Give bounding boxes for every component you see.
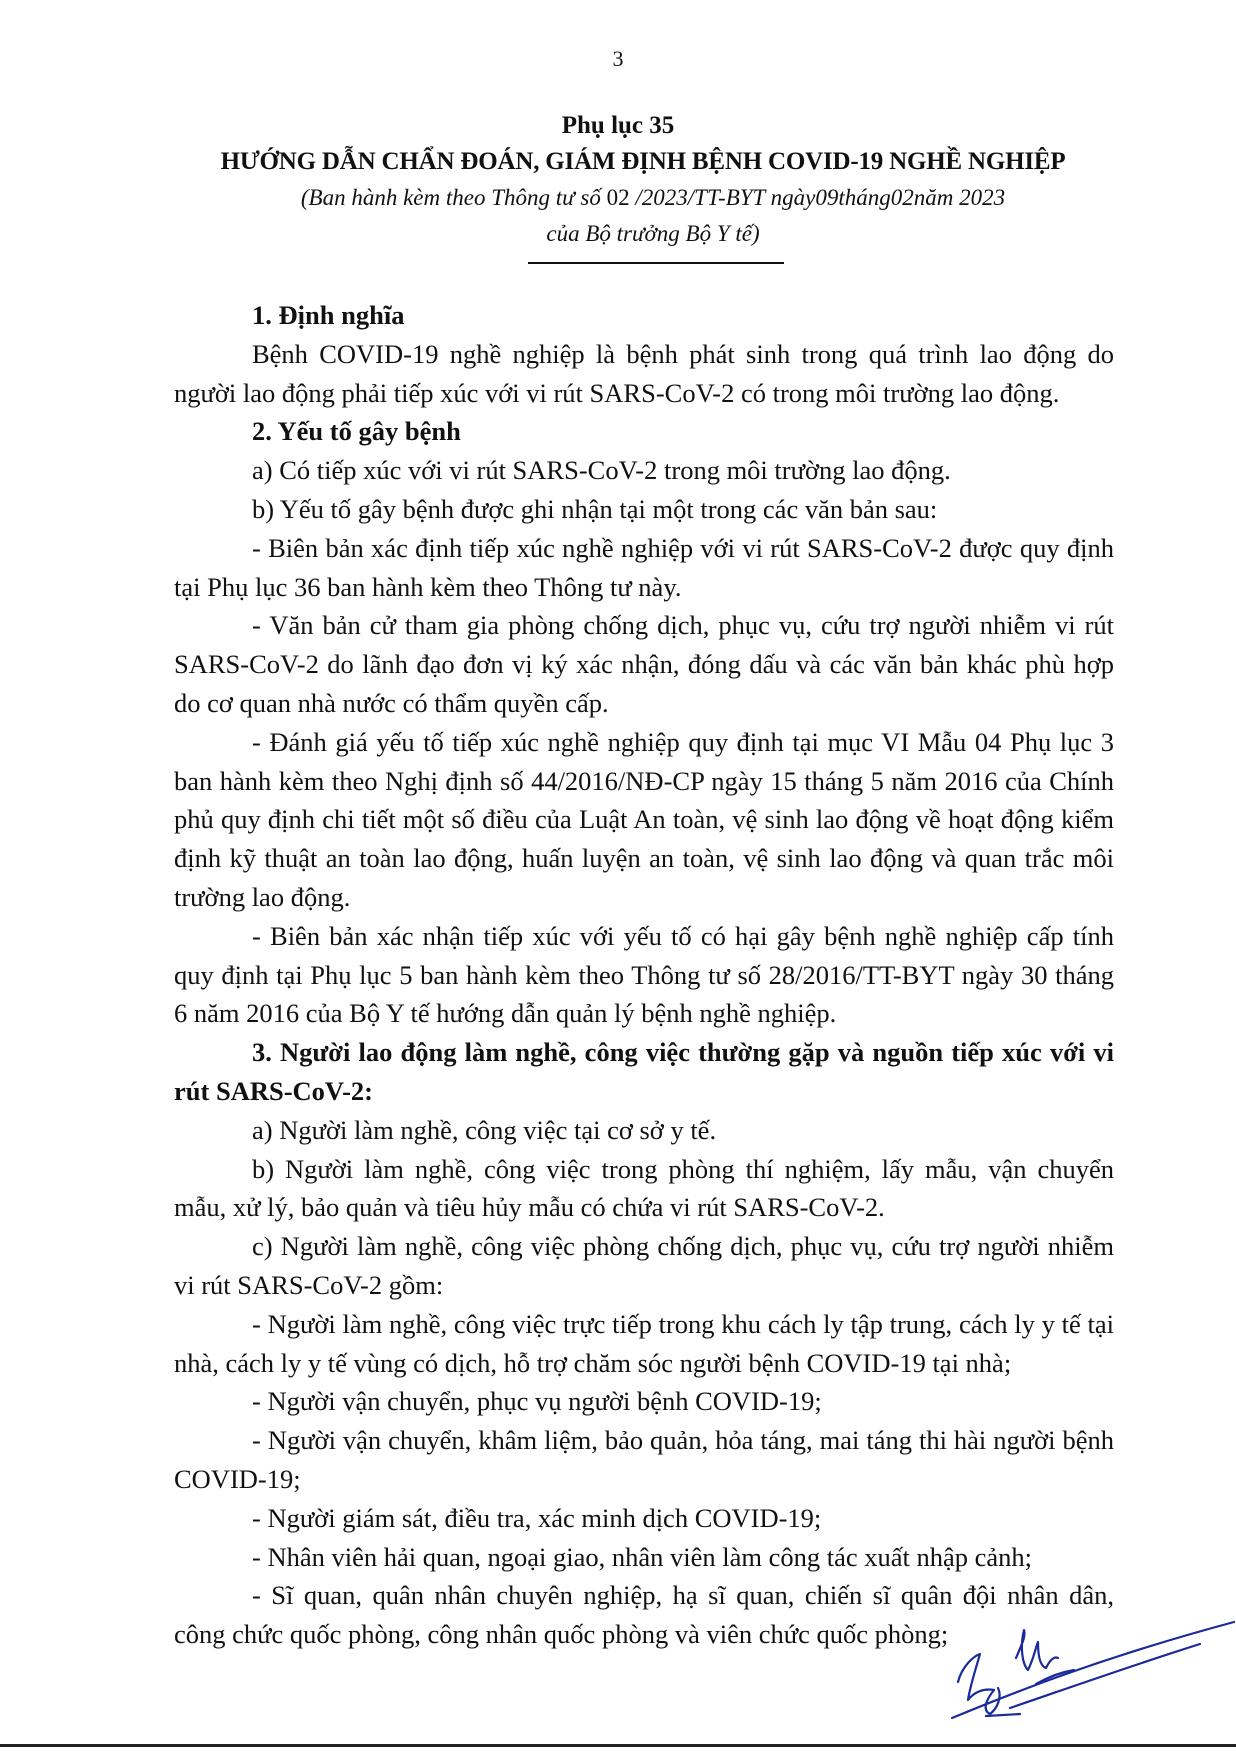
body-paragraph: - Người giám sát, điều tra, xác minh dịch COVID-19; — [252, 1502, 822, 1533]
body-paragraph: - Người vận chuyển, khâm liệm, bảo quản, hỏa táng, mai táng thi hài người bệnh COVID-19; — [174, 1425, 1114, 1494]
body-paragraph: Bệnh COVID-19 nghề nghiệp là bệnh phát sinh trong quá trình lao động do người lao động phải tiếp xúc với vi rút SARS-CoV-2 có trong môi trường lao động. — [174, 338, 1114, 408]
body-paragraph: - Người vận chuyển, phục vụ người bệnh COVID-19; — [252, 1386, 822, 1417]
section-heading: 3. Người lao động làm nghề, công việc thường gặp và nguồn tiếp xúc với vi rút SARS-CoV-2: — [174, 1037, 1114, 1106]
body-paragraph: c) Người làm nghề, công việc phòng chống dịch, phục vụ, cứu trợ người nhiễm vi rút SARS-CoV-2 gồm: — [174, 1231, 1114, 1300]
header-underline — [528, 262, 784, 264]
body-paragraph: - Đánh giá yếu tố tiếp xúc nghề nghiệp quy định tại mục VI Mẫu 04 Phụ lục 3 ban hành kèm theo Nghị định số 44/2016/NĐ-CP ngày 15 tháng 5 năm 2016 của Chính phủ quy định chi tiết một số điều của Luật An toàn, vệ sinh lao động về hoạt động kiểm định kỹ thuật an toàn lao động, huấn luyện an toàn, vệ sinh lao động và quan trắc môi trường lao động. — [174, 726, 1114, 912]
issuance-line — [130, 180, 1176, 216]
body-paragraph: - Sĩ quan, quân nhân chuyên nghiệp, hạ sĩ quan, chiến sĩ quân đội nhân dân, công chức quốc phòng, công nhân quốc phòng và viên chức quốc phòng; — [174, 1580, 1114, 1650]
section-heading: 2. Yếu tố gây bệnh — [252, 416, 461, 447]
document-title: HƯỚNG DẪN CHẨN ĐOÁN, GIÁM ĐỊNH BỆNH COVID-19 NGHỀ NGHIỆP — [220, 148, 1066, 175]
section-heading: 1. Định nghĩa — [252, 300, 405, 330]
page-bottom-border — [0, 1744, 1236, 1747]
issuance-suffix: /2023/TT-BYT ngày09tháng02năm 2023 — [635, 185, 1006, 210]
document-body — [174, 296, 1114, 1654]
body-paragraph: a) Có tiếp xúc với vi rút SARS-CoV-2 trong môi trường lao động. — [252, 455, 951, 486]
document-header — [60, 108, 1176, 252]
circular-number: 02 — [600, 185, 636, 210]
body-paragraph: - Nhân viên hải quan, ngoại giao, nhân viên làm công tác xuất nhập cảnh; — [252, 1541, 1033, 1572]
page-number: 3 — [612, 46, 624, 71]
body-paragraph: b) Yếu tố gây bệnh được ghi nhận tại một trong các văn bản sau: — [252, 493, 938, 524]
issuance-prefix: (Ban hành kèm theo Thông tư số — [300, 185, 601, 210]
body-paragraph: a) Người làm nghề, công việc tại cơ sở y tế. — [252, 1114, 717, 1145]
body-paragraph: - Biên bản xác nhận tiếp xúc với yếu tố có hại gây bệnh nghề nghiệp cấp tính quy định tại Phụ lục 5 ban hành kèm theo Thông tư số 28/2016/TT-BYT ngày 30 tháng 6 năm 2016 của Bộ Y tế hướng dẫn quản lý bệnh nghề nghiệp. — [174, 920, 1114, 1029]
handwritten-signature — [950, 1596, 1236, 1726]
body-paragraph: - Biên bản xác định tiếp xúc nghề nghiệp với vi rút SARS-CoV-2 được quy định tại Phụ lục 36 ban hành kèm theo Thông tư này. — [174, 532, 1114, 602]
issuer-line: của Bộ trưởng Bộ Y tế) — [546, 221, 760, 246]
body-paragraph: - Người làm nghề, công việc trực tiếp trong khu cách ly tập trung, cách ly y tế tại nhà, cách ly y tế vùng có dịch, hỗ trợ chăm sóc người bệnh COVID-19 tại nhà; — [174, 1308, 1114, 1378]
body-paragraph: - Văn bản cử tham gia phòng chống dịch, phục vụ, cứu trợ người nhiễm vi rút SARS-CoV-2 do lãnh đạo đơn vị ký xác nhận, đóng dấu và các văn bản khác phù hợp do cơ quan nhà nước có thẩm quyền cấp. — [174, 610, 1114, 718]
appendix-title: Phụ lục 35 — [561, 112, 675, 139]
body-paragraph: b) Người làm nghề, công việc trong phòng thí nghiệm, lấy mẫu, vận chuyển mẫu, xử lý, bảo quản và tiêu hủy mẫu có chứa vi rút SARS-CoV-2. — [174, 1153, 1114, 1223]
